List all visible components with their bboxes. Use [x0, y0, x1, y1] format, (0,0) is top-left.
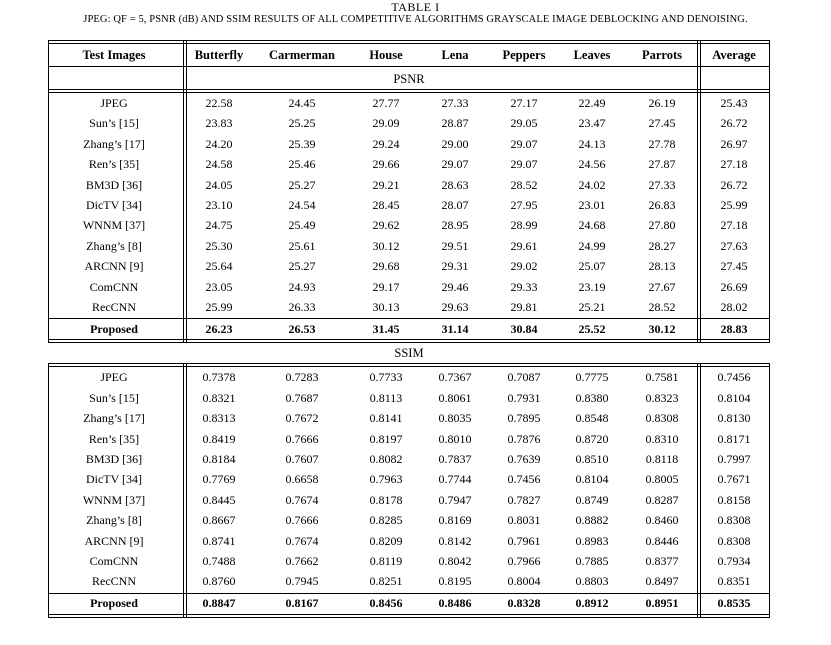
table-cell: 0.8184	[202, 452, 236, 466]
table-cell: 29.07	[510, 136, 538, 151]
table-cell: 29.63	[441, 300, 469, 314]
section-rule	[48, 89, 770, 90]
table-cell: 0.8113	[369, 390, 403, 405]
row-label: Proposed	[90, 321, 138, 336]
table-cell: 0.7488	[202, 554, 236, 568]
table-cell: 0.7674	[285, 492, 319, 507]
table-cell: 29.17	[372, 279, 400, 294]
table-cell: 24.75	[205, 218, 233, 233]
table-row	[48, 154, 770, 174]
table-cell: 29.07	[510, 157, 538, 172]
column-divider	[697, 363, 698, 617]
table-cell: 29.61	[510, 238, 538, 253]
table-cell: 29.09	[372, 116, 400, 131]
table-cell: 0.8912	[575, 596, 609, 611]
row-label: RecCNN	[92, 300, 136, 314]
table-cell: 0.8377	[645, 554, 679, 568]
table-cell: 23.01	[578, 198, 606, 212]
table-cell: 0.7283	[285, 370, 319, 385]
section-end-rule	[48, 339, 770, 340]
table-cell: 26.83	[648, 198, 676, 212]
table-cell: 0.8142	[438, 533, 472, 548]
table-cell: Butterfly	[194, 47, 244, 62]
table-cell: 24.99	[578, 238, 606, 253]
table-cell: 0.7607	[285, 452, 319, 466]
table-cell: 31.14	[441, 321, 469, 336]
table-cell: 28.83	[720, 321, 748, 336]
table-edge	[769, 40, 770, 343]
row-label: RecCNN	[92, 574, 136, 589]
table-row	[48, 195, 770, 215]
table-cell: 25.39	[288, 136, 316, 151]
column-divider	[183, 363, 184, 617]
table-row	[48, 510, 770, 530]
proposed-row	[48, 593, 770, 613]
table-row	[48, 297, 770, 317]
table-cell: 25.25	[288, 116, 316, 131]
table-cell: 24.05	[205, 177, 233, 192]
table-cell: 0.8328	[507, 596, 541, 611]
row-label: Zhang’s [17]	[83, 136, 145, 151]
table-cell: 0.8171	[717, 431, 751, 446]
table-cell: 0.8119	[369, 554, 403, 568]
table-row	[48, 215, 770, 235]
table-row	[48, 277, 770, 297]
table-cell: 27.18	[720, 157, 748, 172]
top-rule	[48, 40, 770, 41]
table-cell: 0.8308	[717, 533, 751, 548]
table-cell: 29.68	[372, 259, 400, 274]
table-cell: 23.10	[205, 198, 233, 212]
row-label: Zhang’s [8]	[86, 513, 142, 528]
table-cell: 25.49	[288, 218, 316, 233]
row-label: Test Images	[82, 47, 146, 62]
table-cell: 27.45	[648, 116, 676, 131]
row-label: WNNM [37]	[82, 492, 146, 507]
table-cell: 0.8308	[717, 513, 751, 528]
table-cell: 0.8321	[202, 390, 236, 405]
table-cell: 0.8486	[438, 596, 472, 611]
bottom-rule	[48, 617, 770, 618]
table-cell: 0.6658	[285, 472, 319, 487]
table-cell: 0.8749	[575, 492, 609, 507]
table-cell: 25.07	[578, 259, 606, 274]
table-cell: 0.8510	[575, 452, 609, 466]
table-cell: 24.20	[205, 136, 233, 151]
table-cell: 0.7885	[575, 554, 609, 568]
table-cell: 0.8951	[645, 596, 679, 611]
table-cell: 27.95	[510, 198, 538, 212]
table-row	[48, 551, 770, 571]
table-cell: Average	[712, 47, 756, 62]
table-cell: 28.95	[441, 218, 469, 233]
table-cell: 0.7666	[285, 513, 319, 528]
row-label: BM3D [36]	[85, 452, 143, 466]
table-cell: 0.8460	[645, 513, 679, 528]
table-cell: 24.45	[288, 96, 316, 110]
section-title-ssim: SSIM	[394, 346, 424, 361]
table-cell: 0.8548	[575, 411, 609, 426]
table-cell: 27.33	[441, 96, 469, 110]
row-label: Ren’s [35]	[88, 431, 140, 446]
table-cell: 26.69	[720, 279, 748, 294]
table-cell: 27.77	[372, 96, 400, 110]
table-cell: 28.02	[720, 300, 748, 314]
table-cell: 0.8446	[645, 533, 679, 548]
table-cell: 0.8169	[438, 513, 472, 528]
table-cell: 27.78	[648, 136, 676, 151]
table-cell: 0.8760	[202, 574, 236, 589]
table-row	[48, 429, 770, 449]
table-cell: 26.23	[205, 321, 233, 336]
table-cell: 24.68	[578, 218, 606, 233]
section-title-psnr: PSNR	[393, 72, 425, 86]
table-cell: 27.80	[648, 218, 676, 233]
bottom-rule	[48, 614, 770, 615]
table-cell: Leaves	[573, 47, 611, 62]
column-divider	[186, 40, 187, 343]
section-rule	[48, 363, 770, 364]
table-cell: 0.8847	[202, 596, 236, 611]
table-cell: 23.47	[578, 116, 606, 131]
table-cell: 26.19	[648, 96, 676, 110]
table-cell: 0.7963	[369, 472, 403, 487]
row-label: ARCNN [9]	[84, 533, 144, 548]
table-cell: 27.67	[648, 279, 676, 294]
table-row	[48, 367, 770, 387]
table-cell: 0.7674	[285, 533, 319, 548]
table-cell: 0.7966	[507, 554, 541, 568]
table-cell: 29.33	[510, 279, 538, 294]
table-cell: 0.8456	[369, 596, 403, 611]
table-row	[48, 236, 770, 256]
table-edge	[48, 363, 49, 617]
table-cell: 0.8197	[369, 431, 403, 446]
table-cell: 0.8313	[202, 411, 236, 426]
table-cell: 0.8035	[438, 411, 472, 426]
table-cell: 0.8323	[645, 390, 679, 405]
row-label: Proposed	[90, 596, 138, 611]
table-cell: 22.58	[205, 96, 233, 110]
table-cell: 25.43	[720, 96, 748, 110]
table-cell: 27.33	[648, 177, 676, 192]
table-cell: 26.97	[720, 136, 748, 151]
table-cell: 29.21	[372, 177, 400, 192]
table-cell: 28.52	[510, 177, 538, 192]
table-cell: 25.21	[578, 300, 606, 314]
table-cell: 0.8535	[717, 596, 751, 611]
row-label: JPEG	[100, 96, 128, 110]
proposed-row	[48, 319, 770, 339]
table-cell: 0.8882	[575, 513, 609, 528]
table-cell: 0.8251	[369, 574, 403, 589]
row-label: ComCNN	[89, 554, 139, 568]
table-cell: 0.7876	[507, 431, 541, 446]
row-label: ARCNN [9]	[84, 259, 144, 274]
table-cell: 25.27	[288, 259, 316, 274]
table-cell: 28.99	[510, 218, 538, 233]
table-row	[48, 256, 770, 276]
table-row	[48, 490, 770, 510]
table-cell: 0.8983	[575, 533, 609, 548]
table-cell: 0.8667	[202, 513, 236, 528]
table-cell: 0.8167	[285, 596, 319, 611]
table-cell: 29.24	[372, 136, 400, 151]
row-label: WNNM [37]	[82, 218, 146, 233]
table-cell: 30.12	[372, 238, 400, 253]
table-cell: 30.12	[648, 321, 676, 336]
table-row	[48, 571, 770, 591]
table-cell: 0.7769	[202, 472, 236, 487]
table-cell: 0.7931	[507, 390, 541, 405]
table-edge	[769, 363, 770, 617]
table-cell: 26.33	[288, 300, 316, 314]
table-cell: Parrots	[641, 47, 683, 62]
table-cell: 24.13	[578, 136, 606, 151]
table-row	[48, 449, 770, 469]
table-cell: 25.64	[205, 259, 233, 274]
table-row	[48, 469, 770, 489]
table-cell: 28.87	[441, 116, 469, 131]
row-label: ComCNN	[89, 279, 139, 294]
table-cell: 0.7367	[438, 370, 472, 385]
table-cell: 24.02	[578, 177, 606, 192]
column-divider	[697, 40, 698, 343]
table-cell: 29.81	[510, 300, 538, 314]
table-cell: 27.87	[648, 157, 676, 172]
table-cell: 27.63	[720, 238, 748, 253]
table-cell: 25.46	[288, 157, 316, 172]
table-cell: 30.13	[372, 300, 400, 314]
column-divider	[700, 363, 701, 617]
table-cell: 0.7945	[285, 574, 319, 589]
table-cell: 28.07	[441, 198, 469, 212]
table-cell: 0.8005	[645, 472, 679, 487]
table-cell: 0.8104	[717, 390, 751, 405]
table-cell: 29.62	[372, 218, 400, 233]
table-cell: 0.8419	[202, 431, 236, 446]
table-cell: 26.53	[288, 321, 316, 336]
table-cell: 29.07	[441, 157, 469, 172]
table-cell: 0.8178	[369, 492, 403, 507]
table-cell: Carmerman	[269, 47, 335, 62]
table-edge	[48, 40, 49, 343]
table-cell: 29.00	[441, 136, 469, 151]
table-cell: 0.7775	[575, 370, 609, 385]
table-cell: 27.45	[720, 259, 748, 274]
table-cell: 0.8158	[717, 492, 751, 507]
table-cell: 0.8004	[507, 574, 541, 589]
table-cell: 0.7378	[202, 370, 236, 385]
table-cell: 28.52	[648, 300, 676, 314]
table-cell: 22.49	[578, 96, 606, 110]
table-cell: Lena	[441, 47, 469, 62]
table-cell: 0.8308	[645, 411, 679, 426]
table-cell: 0.7827	[507, 492, 541, 507]
header-rule	[48, 66, 770, 67]
column-divider	[186, 363, 187, 617]
table-cell: 25.99	[205, 300, 233, 314]
table-cell: 24.93	[288, 279, 316, 294]
table-cell: 25.99	[720, 198, 748, 212]
row-label: Zhang’s [17]	[83, 411, 145, 426]
table-cell: 29.66	[372, 157, 400, 172]
table-cell: 0.8445	[202, 492, 236, 507]
table-cell: 29.02	[510, 259, 538, 274]
table-cell: 0.7744	[438, 472, 472, 487]
table-cell: 0.7672	[285, 411, 319, 426]
table-cell: 24.56	[578, 157, 606, 172]
table-cell: 24.58	[205, 157, 233, 172]
table-cell: 27.18	[720, 218, 748, 233]
table-row	[48, 531, 770, 551]
table-cell: 23.83	[205, 116, 233, 131]
header-row	[48, 45, 770, 65]
table-cell: 0.7733	[369, 370, 403, 385]
table-cell: 25.27	[288, 177, 316, 192]
table-cell: 0.7687	[285, 390, 319, 405]
table-cell: 0.8141	[369, 411, 403, 426]
table-cell: 0.8720	[575, 431, 609, 446]
column-divider	[700, 40, 701, 343]
table-cell: 23.05	[205, 279, 233, 294]
table-cell: 29.46	[441, 279, 469, 294]
table-cell: 0.7087	[507, 370, 541, 385]
table-cell: 0.8287	[645, 492, 679, 507]
table-cell: 0.8285	[369, 513, 403, 528]
table-cell: 0.7671	[717, 472, 751, 487]
table-cell: Peppers	[502, 47, 546, 62]
table-cell: 0.7662	[285, 554, 319, 568]
table-cell: 0.7581	[645, 370, 679, 385]
table-cell: 0.7456	[717, 370, 751, 385]
table-cell: 0.8741	[202, 533, 236, 548]
table-cell: 0.7895	[507, 411, 541, 426]
table-cell: 0.8209	[369, 533, 403, 548]
table-cell: 0.8031	[507, 513, 541, 528]
table-cell: 0.8380	[575, 390, 609, 405]
table-cell: 0.7934	[717, 554, 751, 568]
table-cell: 31.45	[372, 321, 400, 336]
table-cell: 24.54	[288, 198, 316, 212]
table-cell: 28.63	[441, 177, 469, 192]
row-label: JPEG	[100, 370, 128, 385]
table-cell: 0.8061	[438, 390, 472, 405]
table-cell: 0.8195	[438, 574, 472, 589]
table-cell: 28.45	[372, 198, 400, 212]
table-row	[48, 408, 770, 428]
table-cell: 0.8042	[438, 554, 472, 568]
row-label: Sun’s [15]	[89, 116, 139, 131]
table-cell: 26.72	[720, 116, 748, 131]
table-cell: 23.19	[578, 279, 606, 294]
table-row	[48, 175, 770, 195]
table-cell: 0.8351	[717, 574, 751, 589]
table-cell: 27.17	[510, 96, 538, 110]
table-cell: 29.51	[441, 238, 469, 253]
table-cell: 0.7997	[717, 452, 751, 466]
table-row	[48, 113, 770, 133]
table-cell: 0.8803	[575, 574, 609, 589]
table-cell: 0.8130	[717, 411, 751, 426]
table-cell: 28.27	[648, 238, 676, 253]
table-cell: 0.7639	[507, 452, 541, 466]
table-cell: 30.84	[510, 321, 538, 336]
table-cell: 0.8010	[438, 431, 472, 446]
table-row	[48, 388, 770, 408]
row-label: Ren’s [35]	[88, 157, 140, 172]
table-cell: 0.8310	[645, 431, 679, 446]
table-cell: 29.05	[510, 116, 538, 131]
table-cell: 0.8104	[575, 472, 609, 487]
table-cell: 0.8497	[645, 574, 679, 589]
table-cell: 0.8082	[369, 452, 403, 466]
table-label: TABLE I	[391, 0, 440, 14]
table-cell: 0.7666	[285, 431, 319, 446]
table-cell: 28.13	[648, 259, 676, 274]
row-label: Sun’s [15]	[89, 390, 139, 405]
table-caption: JPEG: QF = 5, PSNR (dB) AND SSIM RESULTS OF ALL COMPETITIVE ALGORITHMS GRAYSCALE IMAGE DEBLOCKING AND DENOISING.	[83, 14, 748, 25]
table-cell: 26.72	[720, 177, 748, 192]
table-row	[48, 134, 770, 154]
table-cell: House	[369, 47, 403, 62]
table-cell: 0.7456	[507, 472, 541, 487]
table-cell: 29.31	[441, 259, 469, 274]
table-row	[48, 93, 770, 113]
row-label: DicTV [34]	[85, 198, 143, 212]
table-cell: 0.7961	[507, 533, 541, 548]
table-cell: 0.8118	[645, 452, 679, 466]
table-cell: 25.52	[578, 321, 606, 336]
table-cell: 0.7837	[438, 452, 472, 466]
table-cell: 25.30	[205, 238, 233, 253]
row-label: DicTV [34]	[85, 472, 143, 487]
row-label: Zhang’s [8]	[86, 238, 142, 253]
table-cell: 0.7947	[438, 492, 472, 507]
table-cell: 25.61	[288, 238, 316, 253]
row-label: BM3D [36]	[85, 177, 143, 192]
column-divider	[183, 40, 184, 343]
